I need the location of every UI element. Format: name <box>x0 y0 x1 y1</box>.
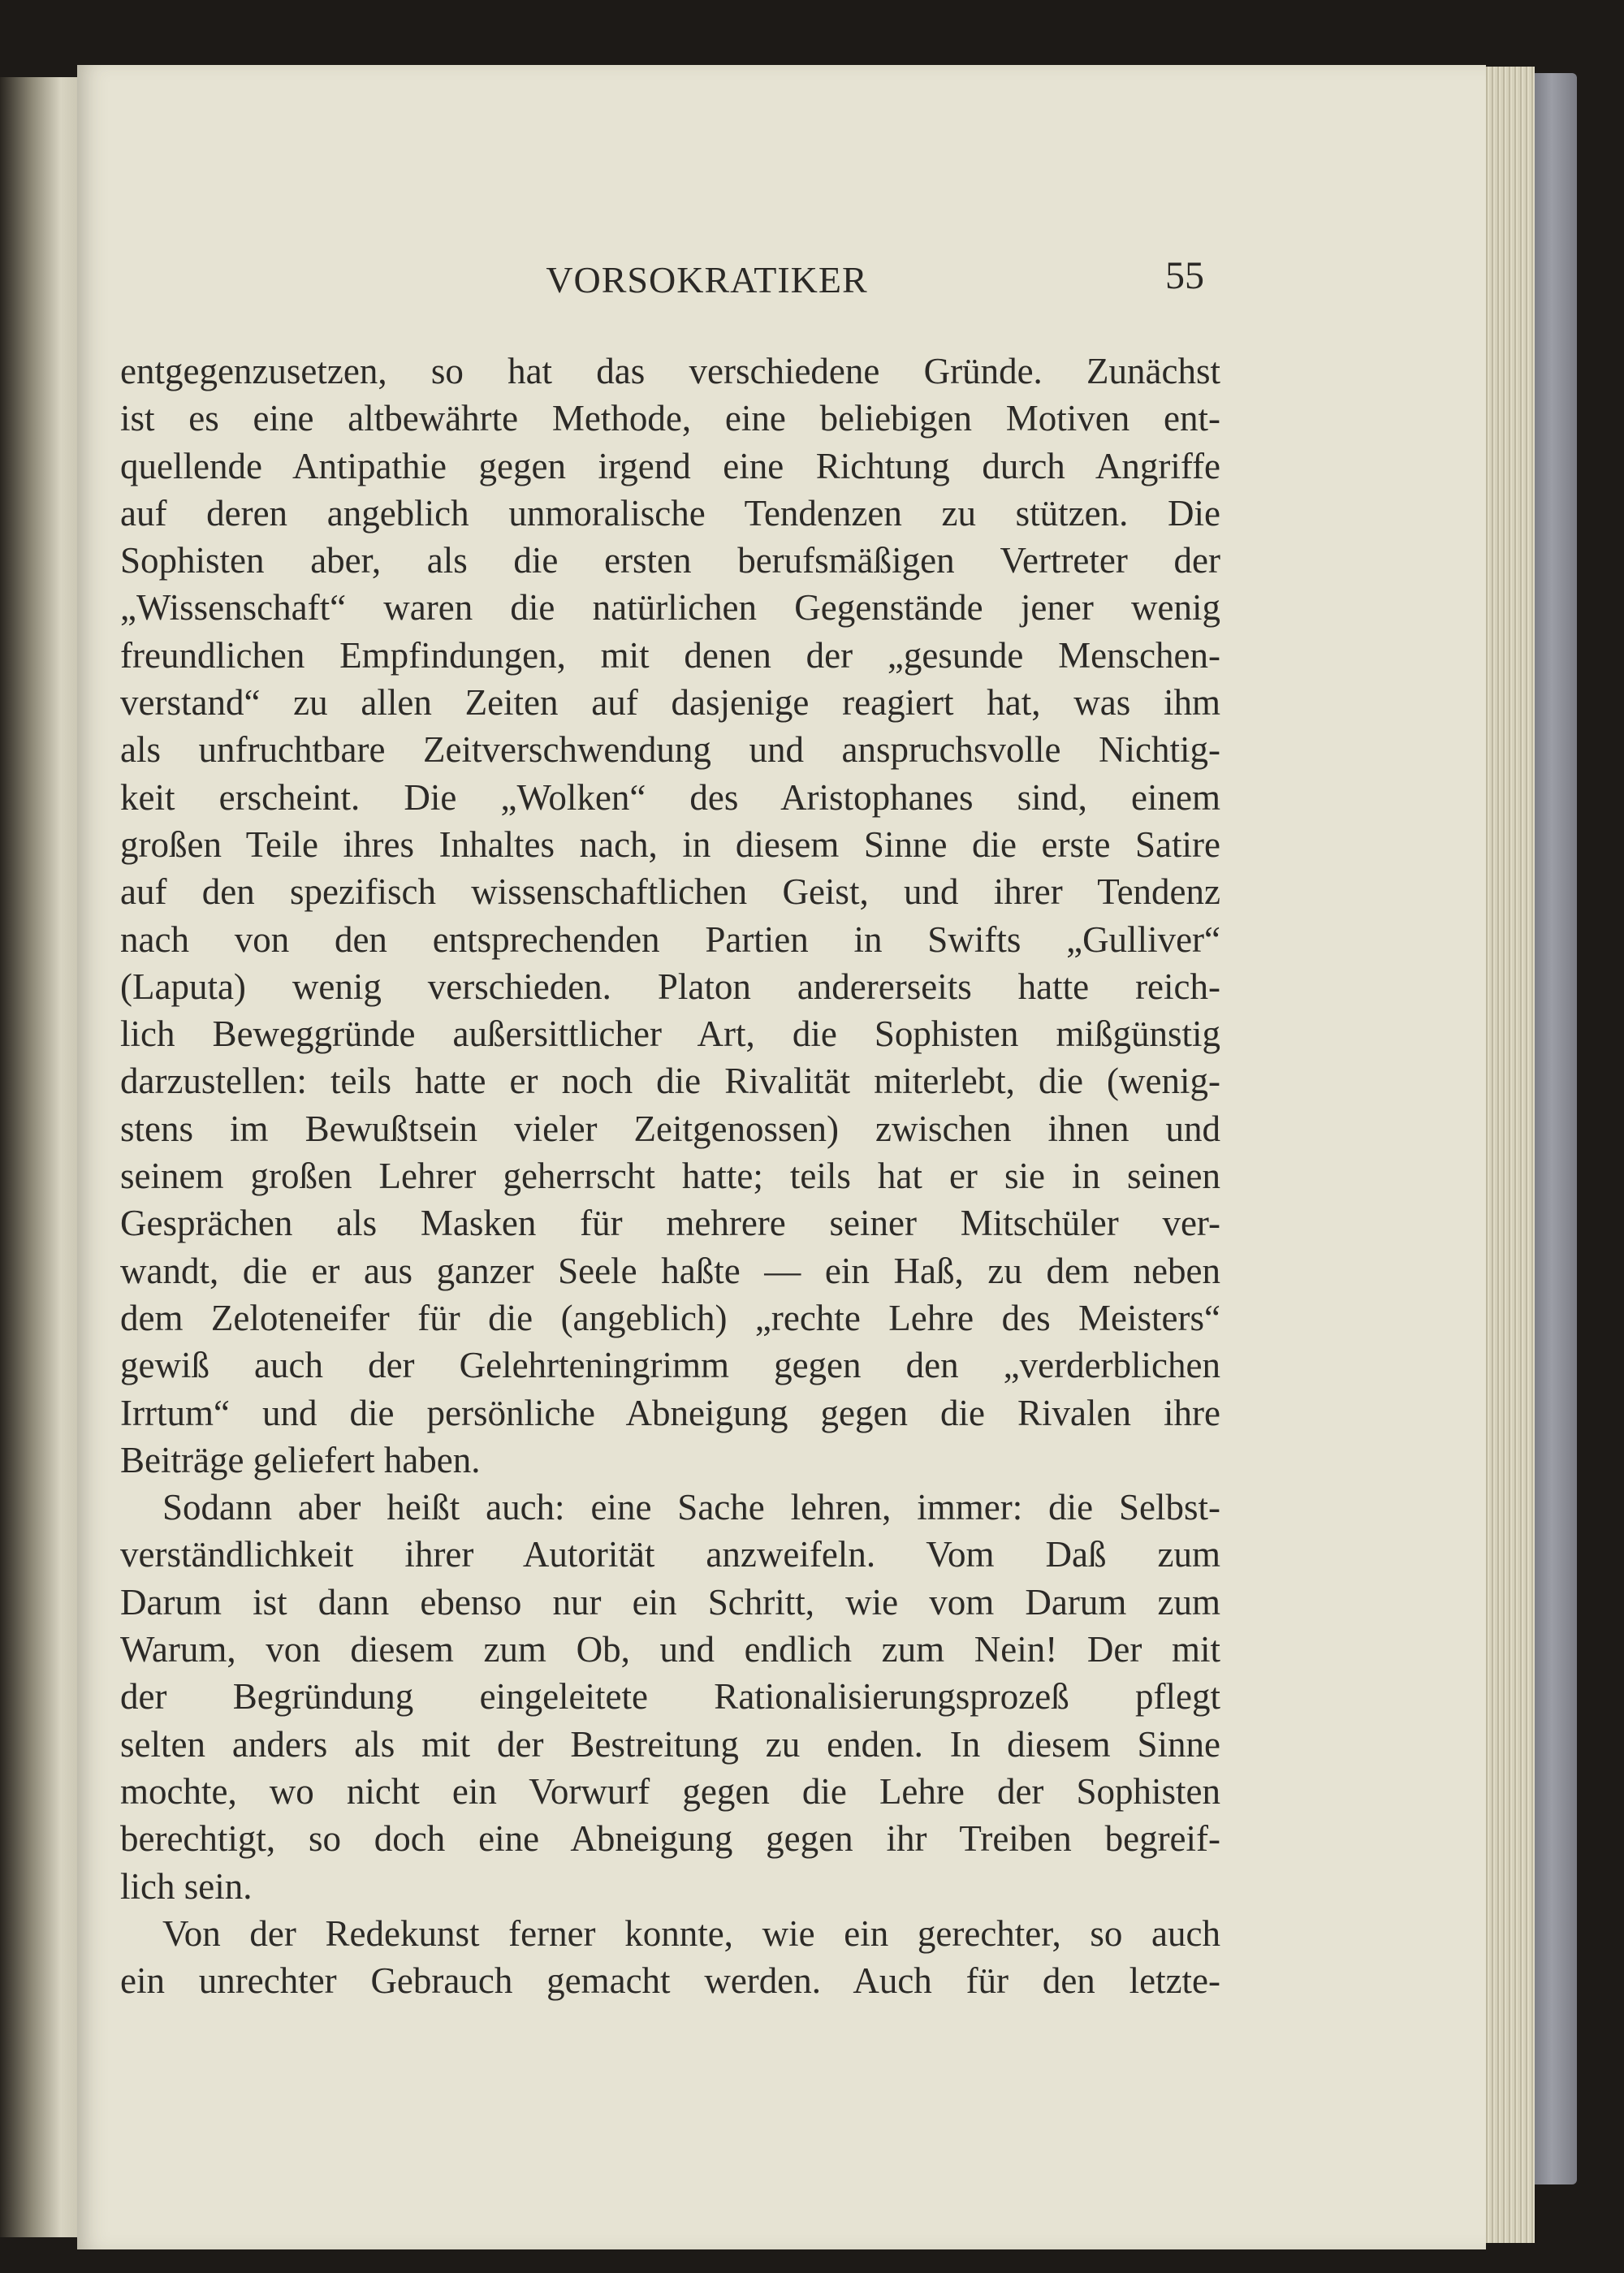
paragraph <box>120 1910 1220 2005</box>
text-line: Gesprächen als Masken für mehrere seiner Mitschüler ver- <box>120 1203 1220 1244</box>
text-line: wandt, die er aus ganzer Seele haßte — ein Haß, zu dem neben <box>120 1250 1220 1291</box>
text-line: der Begründung eingeleitete Rationalisierungsprozeß pflegt <box>120 1676 1220 1718</box>
text-line: berechtigt, so doch eine Abneigung gegen ihr Treiben begreif- <box>120 1818 1220 1860</box>
text-line: mochte, wo nicht ein Vorwurf gegen die Lehre der Sophisten <box>120 1770 1220 1812</box>
text-line: auf den spezifisch wissenschaftlichen Geist, und ihrer Tendenz <box>120 871 1220 913</box>
text-line: ein unrechter Gebrauch gemacht werden. Auch für den letzte- <box>120 1960 1220 2002</box>
text-line: quellende Antipathie gegen irgend eine Richtung durch Angriffe <box>120 445 1220 486</box>
text-line: Warum, von diesem zum Ob, und endlich zum Nein! Der mit <box>120 1629 1220 1670</box>
text-line: darzustellen: teils hatte er noch die Rivalität miterlebt, die (wenig- <box>120 1061 1220 1102</box>
body-text <box>120 348 1220 2004</box>
left-page-edge <box>0 77 81 2237</box>
text-line: Sodann aber heißt auch: eine Sache lehren, immer: die Selbst- <box>162 1487 1220 1528</box>
text-line: Beiträge geliefert haben. <box>120 1439 481 1480</box>
text-line: Sophisten aber, als die ersten berufsmäßigen Vertreter der <box>120 540 1220 581</box>
text-line: keit erscheint. Die „Wolken“ des Aristophanes sind, einem <box>120 776 1220 818</box>
text-line: dem Zeloteneifer für die (angeblich) „rechte Lehre des Meisters“ <box>120 1297 1220 1338</box>
page-edges <box>1478 67 1535 2243</box>
page-number: 55 <box>1165 254 1204 297</box>
text-line: „Wissenschaft“ waren die natürlichen Gegenstände jener wenig <box>120 587 1220 629</box>
text-line: Irrtum“ und die persönliche Abneigung gegen die Rivalen ihre <box>120 1392 1220 1433</box>
running-head <box>77 258 1486 301</box>
paragraph <box>120 348 1220 1484</box>
text-line: selten anders als mit der Bestreitung zu enden. In diesem Sinne <box>120 1723 1220 1765</box>
text-line: verstand“ zu allen Zeiten auf dasjenige reagiert hat, was ihm <box>120 682 1220 724</box>
text-line: seinem großen Lehrer geherrscht hatte; teils hat er sie in seinen <box>120 1156 1220 1197</box>
text-line: entgegenzusetzen, so hat das verschiedene Gründe. Zunächst <box>120 351 1220 391</box>
text-line: ist es eine altbewährte Methode, eine beliebigen Motiven ent- <box>120 398 1220 439</box>
text-line: gewiß auch der Gelehrteningrimm gegen den „verderblichen <box>120 1345 1220 1386</box>
text-line: (Laputa) wenig verschieden. Platon andererseits hatte reich- <box>120 966 1220 1007</box>
text-line: verständlichkeit ihrer Autorität anzweifeln. Vom Daß zum <box>120 1534 1220 1575</box>
text-line: auf deren angeblich unmoralische Tendenzen zu stützen. Die <box>120 492 1220 534</box>
text-line: lich sein. <box>120 1865 253 1907</box>
text-line: als unfruchtbare Zeitverschwendung und anspruchsvolle Nichtig- <box>120 729 1220 771</box>
running-head-title: VORSOKRATIKER <box>546 259 868 300</box>
paragraph <box>120 1484 1220 1910</box>
text-line: stens im Bewußtsein vieler Zeitgenossen) zwischen ihnen und <box>120 1108 1220 1149</box>
text-line: Darum ist dann ebenso nur ein Schritt, wie vom Darum zum <box>120 1581 1220 1623</box>
text-line: freundlichen Empfindungen, mit denen der „gesunde Menschen- <box>120 634 1220 676</box>
text-line: lich Beweggründe außersittlicher Art, die Sophisten mißgünstig <box>120 1013 1220 1055</box>
text-line: Von der Redekunst ferner konnte, wie ein gerechter, so auch <box>162 1912 1220 1954</box>
text-line: nach von den entsprechenden Partien in Swifts „Gulliver“ <box>120 918 1220 960</box>
text-line: großen Teile ihres Inhaltes nach, in diesem Sinne die erste Satire <box>120 823 1220 865</box>
book-page <box>77 65 1486 2249</box>
